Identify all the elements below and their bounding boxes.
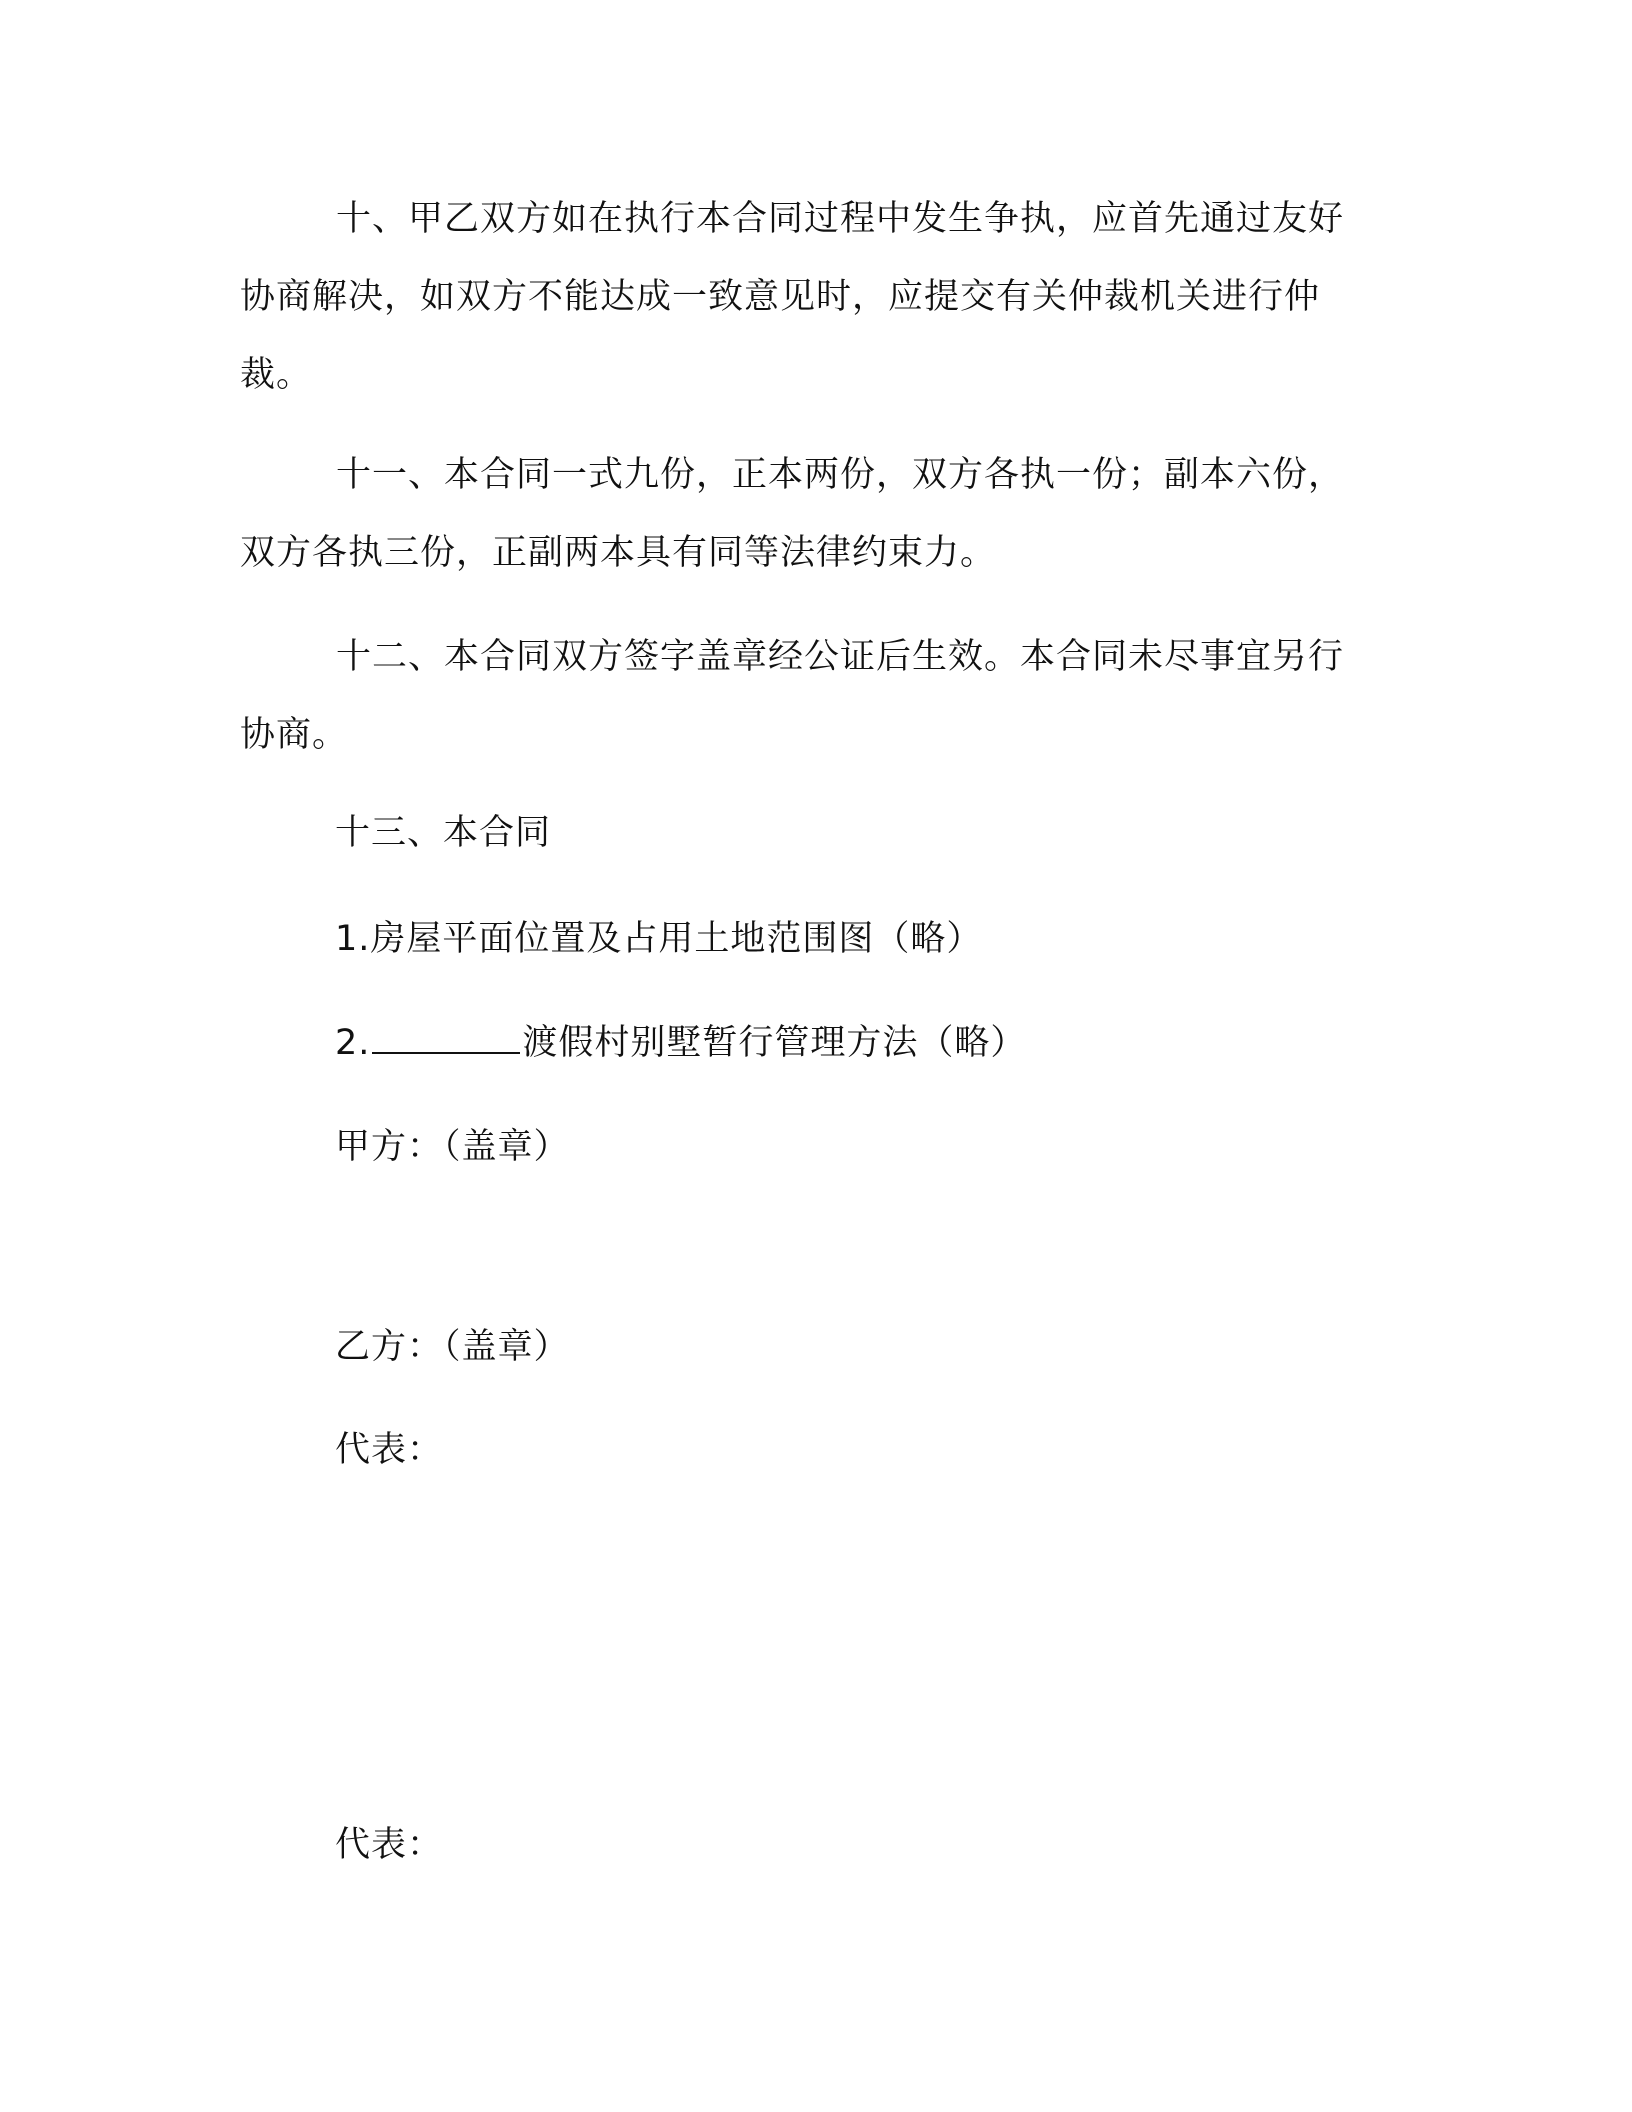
attachment-1-text: 房屋平面位置及占用土地范围图（略） bbox=[370, 919, 983, 959]
representative-label-2: 代表： bbox=[335, 1825, 444, 1865]
party-b-seal: 乙方：（盖章） bbox=[335, 1327, 570, 1367]
attachment-2 bbox=[335, 1018, 1026, 1068]
clause-11: 十一、本合同一式九份，正本两份，双方各执一份；副本六份，双方各执三份，正副两本具有同等法律约束力。 bbox=[240, 455, 1345, 573]
party-a-seal: 甲方：（盖章） bbox=[335, 1127, 570, 1167]
attachment-2-text: 渡假村别墅暂行管理方法（略） bbox=[522, 1023, 1027, 1063]
attachment-1 bbox=[335, 914, 982, 964]
clause-10: 十、甲乙双方如在执行本合同过程中发生争执，应首先通过友好协商解决，如双方不能达成一致意见时，应提交有关仲裁机关进行仲裁。 bbox=[240, 199, 1345, 395]
clause-12: 十二、本合同双方签字盖章经公证后生效。本合同未尽事宜另行协商。 bbox=[240, 637, 1345, 755]
attachment-1-number: 1. bbox=[335, 919, 371, 959]
attachment-2-number: 2. bbox=[335, 1023, 371, 1063]
representative-label-1: 代表： bbox=[335, 1430, 444, 1470]
fill-in-blank bbox=[372, 1022, 520, 1054]
clause-13: 十三、本合同 bbox=[335, 813, 552, 853]
